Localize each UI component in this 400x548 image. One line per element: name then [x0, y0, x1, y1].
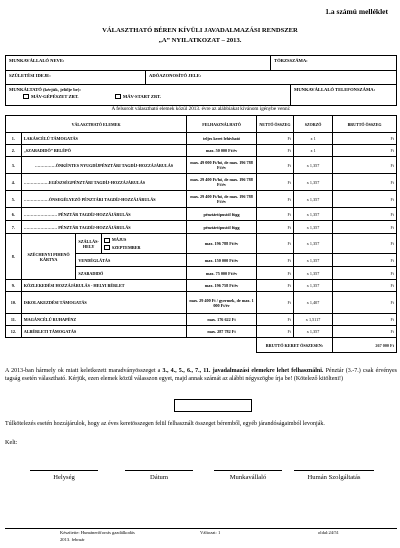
footer-author: Készítette: Humánerőforrás gazdálkodás — [60, 530, 135, 535]
footer-date: 2013. február — [60, 537, 85, 542]
option-mav-gepeszet: MÁV-GÉPÉSZET ZRT. — [31, 94, 79, 99]
doc-title: VÁLASZTHATÓ BÉREN KÍVÜLI JAVADALMAZÁSI RENDSZER — [102, 27, 298, 34]
option-mav-start: MÁV-START ZRT. — [122, 94, 162, 99]
kelt-label: Kelt: — [5, 439, 18, 446]
employee-header — [5, 55, 397, 106]
birth-field[interactable] — [6, 71, 146, 84]
annex-label: 1.a számú melléklet — [325, 7, 388, 16]
sig-label-date: Dátum — [150, 474, 168, 481]
col-net: NETTÓ ÖSSZEG — [256, 116, 293, 133]
table-row: 7. …………………… PÉNZTÁR TAGDÍJ-HOZZÁJÁRULÁS pénztártípustól függ Ft x 1,357 Ft — [6, 221, 397, 234]
leftover-paragraph: A 2013-ban hármely ok miatt keletkezett maradványösszeget a 3., 4., 5., 6., 7., 11. javadalmazási elemekre lehet felhasználni. Pénztár (3.-7.) csak érvényes tagság esetén választható. Kérjük, ezen elemek közül válasszon egyet, majd annak számát az alábbi négyszögbe írja be! (Kötelező kitölteni!) — [5, 368, 398, 383]
taxid-field[interactable] — [146, 71, 396, 84]
table-row: 1. LAKÁSCÉLÚ TÁMOGATÁS teljes keret lehívható Ft x 1 Ft — [6, 133, 397, 145]
checkbox-mav-gepeszet[interactable] — [23, 94, 29, 99]
table-row: 9. KÖZLEKEDÉSI HOZZÁJÁRULÁS - HELYI BÉRLET max. 196 758 Ft/év Ft x 1,357 Ft — [6, 280, 397, 292]
total-value: 267 000 Ft — [333, 338, 397, 353]
footer-divider — [5, 528, 397, 529]
signature-line-place[interactable] — [30, 470, 98, 471]
table-row: 5. ………………ÖNSEGÉLYEZŐ PÉNZTÁRI TAGDÍJ-HOZZÁJÁRULÁS max. 29 400 Ft/hó, de max. 196 788 Ft/év Ft x 1,357 Ft — [6, 191, 397, 208]
choice-number-box[interactable] — [174, 399, 252, 412]
overspend-paragraph: Túlkötelezés esetén hozzájárulok, hogy az éves keretösszegen felül felhasznált összeget béremből, egyéb járandóságaimból levonják. — [5, 421, 325, 427]
tax-field[interactable] — [271, 56, 396, 70]
signature-line-employee[interactable] — [214, 470, 282, 471]
table-row: 4. ………………EGÉSZSÉGPÉNZTÁRI TAGDÍJ-HOZZÁJÁRULÁS max. 29 400 Ft/hó, de max. 196 788 Ft/év Ft x 1,357 Ft — [6, 174, 397, 191]
checkbox-szeptember[interactable] — [104, 245, 110, 250]
col-gross: BRUTTÓ ÖSSZEG — [333, 116, 397, 133]
birth-label: SZÜLETÉSI IDEJE: — [9, 73, 51, 78]
checkbox-majus[interactable] — [104, 238, 110, 243]
sig-label-hr: Humán Szolgáltatás — [307, 474, 361, 481]
sig-label-place: Helység — [53, 474, 75, 481]
phone-label: MUNKAVÁLLALÓ TELEFONSZÁMA: — [294, 87, 376, 92]
table-row: 2. „SZABADIDŐ” BELÉPŐ max. 50 000 Ft/év Ft x 1 Ft — [6, 145, 397, 157]
table-row: 10. ISKOLAKEZDÉSI TÁMOGATÁS max. 29 400 Ft / gyermek, de max. 1 000 Ft/év Ft x 1,407 Ft — [6, 292, 397, 314]
items-table — [5, 115, 397, 353]
col-elements: VÁLASZTHATÓ ELEMEK — [6, 116, 187, 133]
total-label: BRUTTÓ KERET ÖSSZESEN: — [256, 338, 332, 353]
name-label: MUNKAVÁLLALÓ NEVE: — [9, 58, 65, 63]
table-header-row — [6, 116, 397, 133]
col-limit: FELHASZNÁLHATÓ — [187, 116, 257, 133]
table-row: 11. MAGÁNCÉLÚ RUHAPÉNZ max. 176 622 Ft Ft x 1,5117 Ft — [6, 314, 397, 326]
checkbox-mav-start[interactable] — [115, 94, 121, 99]
phone-field[interactable] — [291, 85, 396, 105]
tax-label: TÖRZSSZÁMA: — [274, 58, 308, 63]
name-field[interactable] — [6, 56, 271, 70]
signature-line-hr[interactable] — [294, 470, 374, 471]
doc-subtitle: „A” NYILATKOZAT – 2013. — [158, 37, 242, 44]
total-row — [6, 338, 397, 353]
table-row: 12. ALBÉRLETI TÁMOGATÁS max. 287 782 Ft Ft x 1,357 Ft — [6, 326, 397, 338]
intro-text: A felsorolt választható elemek közül 2013. évre az alábbiakat kívánom igénybe venni: — [111, 106, 291, 112]
szep-food-row: VENDÉGLÁTÁS max. 150 000 Ft/év Ft x 1,357 Ft — [6, 254, 397, 267]
col-mult: SZORZÓ — [294, 116, 333, 133]
footer-version: Változat: 1 — [200, 530, 221, 535]
employer-field — [6, 85, 291, 105]
szep-lodging-row: 8. SZÉCHENYI PIHENŐ KÁRTYA SZÁLLÁS-HELY MÁJUS SZEPTEMBER max. 196 788 Ft/év Ft x 1,357 Ft — [6, 234, 397, 254]
taxid-label: ADÓAZONOSÍTÓ JELE: — [149, 73, 202, 78]
employer-label: MUNKÁLTATÓ (kérjük, jelölje be): — [9, 87, 81, 92]
signature-line-date[interactable] — [125, 470, 193, 471]
sig-label-employee: Munkavállaló — [229, 474, 267, 481]
footer-page: oldal:24/51 — [318, 530, 339, 535]
table-row: 3. ……………ÖNKÉNTES NYUGDÍJPÉNZTÁRI TAGDÍJ-HOZZÁJÁRULÁS max. 49 000 Ft/hó, de max. 196 788 Ft/év Ft x 1,357 Ft — [6, 157, 397, 174]
szep-leisure-row: SZABADIDŐ max. 75 000 Ft/év Ft x 1,357 Ft — [6, 267, 397, 280]
table-row: 6. …………………… PÉNZTÁR TAGDÍJ-HOZZÁJÁRULÁS pénztártípustól függ Ft x 1,357 Ft — [6, 208, 397, 221]
szep-period-options: MÁJUS SZEPTEMBER — [101, 234, 186, 254]
